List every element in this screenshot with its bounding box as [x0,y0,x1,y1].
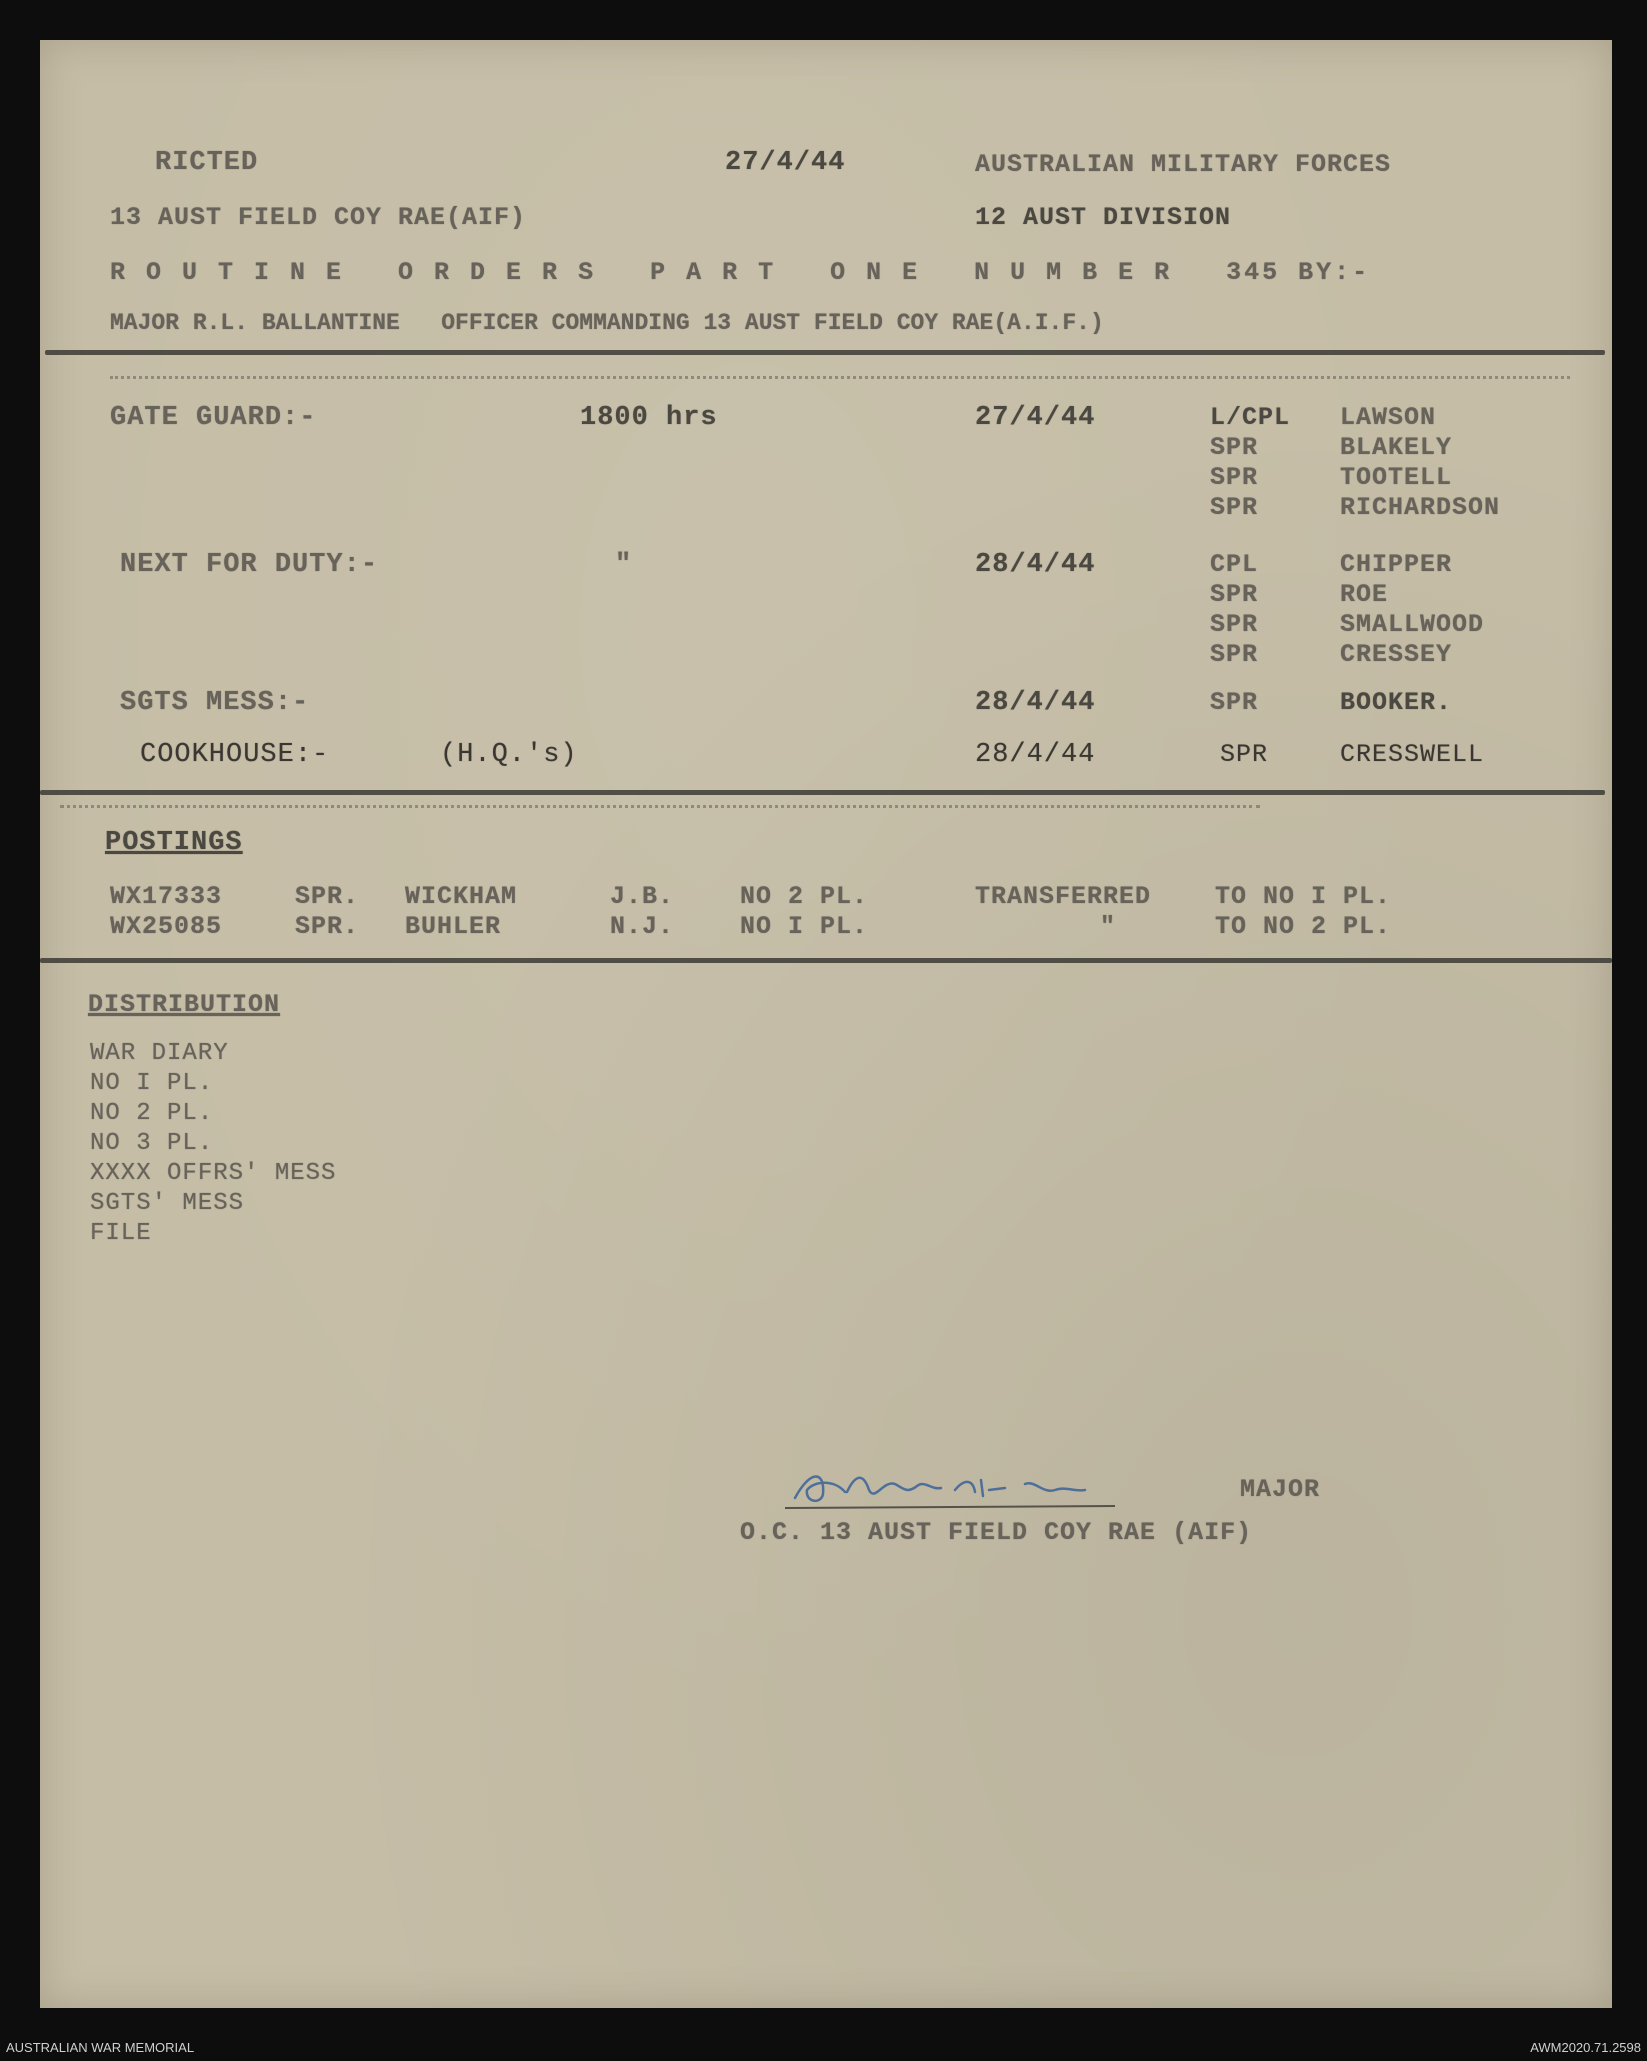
next-duty-rank-2: SPR [1210,580,1259,609]
gate-guard-rank-1: L/CPL [1210,403,1291,432]
sgts-mess-name: BOOKER. [1340,688,1453,717]
sgts-mess-date: 28/4/44 [975,688,1096,718]
next-for-duty-date: 28/4/44 [975,550,1096,580]
signature-rank: MAJOR [1240,1475,1321,1504]
posting-1-rank: SPR. [295,882,360,911]
postings-heading: POSTINGS [105,828,243,858]
archive-accession-number: AWM2020.71.2598 [1530,2040,1641,2055]
distribution-item-7: FILE [90,1220,152,1247]
distribution-item-6: SGTS' MESS [90,1190,245,1217]
gate-guard-label: GATE GUARD:- [110,403,317,433]
cookhouse-name: CRESSWELL [1340,740,1485,769]
sgts-mess-rank: SPR [1210,688,1259,717]
distribution-item-4: NO 3 PL. [90,1130,214,1157]
distribution-heading: DISTRIBUTION [88,990,281,1019]
signature-unit: O.C. 13 AUST FIELD COY RAE (AIF) [740,1518,1253,1547]
posting-2-rank: SPR. [295,912,360,941]
posting-1-to: TO NO I PL. [1215,882,1392,911]
next-duty-rank-4: SPR [1210,640,1259,669]
archive-credit: AUSTRALIAN WAR MEMORIAL [6,2040,195,2055]
next-for-duty-label: NEXT FOR DUTY:- [120,550,379,580]
commander-line: MAJOR R.L. BALLANTINE OFFICER COMMANDING 13 AUST FIELD COY RAE(A.I.F.) [110,310,1104,336]
posting-2-initials: N.J. [610,912,675,941]
posting-1-name: WICKHAM [405,882,518,911]
posting-2-name: BUHLER [405,912,502,941]
gate-guard-name-3: TOOTELL [1340,463,1453,492]
gate-guard-name-4: RICHARDSON [1340,493,1501,522]
posting-2-ditto: " [1100,912,1117,941]
posting-2-number: WX25085 [110,912,223,941]
posting-1-action: TRANSFERRED [975,882,1152,911]
cookhouse-label: COOKHOUSE:- [140,740,330,770]
sgts-mess-label: SGTS MESS:- [120,688,310,718]
next-duty-rank-1: CPL [1210,550,1259,579]
postings-rule [40,958,1612,963]
next-duty-name-3: SMALLWOOD [1340,610,1485,639]
posting-2-from: NO I PL. [740,912,869,941]
dotted-separator-2 [60,805,1260,808]
dotted-separator [110,376,1570,379]
forces-title: AUSTRALIAN MILITARY FORCES [975,150,1392,179]
gate-guard-rank-4: SPR [1210,493,1259,522]
header-date: 27/4/44 [725,148,846,178]
gate-guard-rank-3: SPR [1210,463,1259,492]
gate-guard-name-2: BLAKELY [1340,433,1453,462]
distribution-item-2: NO I PL. [90,1070,214,1097]
cookhouse-date: 28/4/44 [975,740,1096,770]
gate-guard-date: 27/4/44 [975,403,1096,433]
duties-rule [40,790,1605,795]
header-rule [45,350,1605,355]
posting-1-number: WX17333 [110,882,223,911]
distribution-item-3: NO 2 PL. [90,1100,214,1127]
next-duty-rank-3: SPR [1210,610,1259,639]
orders-title: R O U T I N E O R D E R S P A R T O N E N U M B E R 345 BY:- [110,258,1371,287]
classification: RICTED [155,148,259,178]
cookhouse-rank: SPR [1220,740,1269,769]
unit-name: 13 AUST FIELD COY RAE(AIF) [110,203,527,232]
posting-1-from: NO 2 PL. [740,882,869,911]
posting-2-to: TO NO 2 PL. [1215,912,1392,941]
next-duty-name-2: ROE [1340,580,1389,609]
next-duty-name-4: CRESSEY [1340,640,1453,669]
gate-guard-rank-2: SPR [1210,433,1259,462]
cookhouse-location: (H.Q.'s) [440,740,578,770]
handwritten-signature [785,1450,1145,1520]
document-paper [40,40,1612,2008]
gate-guard-name-1: LAWSON [1340,403,1437,432]
next-duty-name-1: CHIPPER [1340,550,1453,579]
posting-1-initials: J.B. [610,882,675,911]
distribution-item-5: XXXX OFFRS' MESS [90,1160,337,1187]
distribution-item-1: WAR DIARY [90,1040,229,1067]
next-for-duty-ditto: " [615,550,633,580]
division-name: 12 AUST DIVISION [975,203,1232,232]
gate-guard-time: 1800 hrs [580,403,718,433]
